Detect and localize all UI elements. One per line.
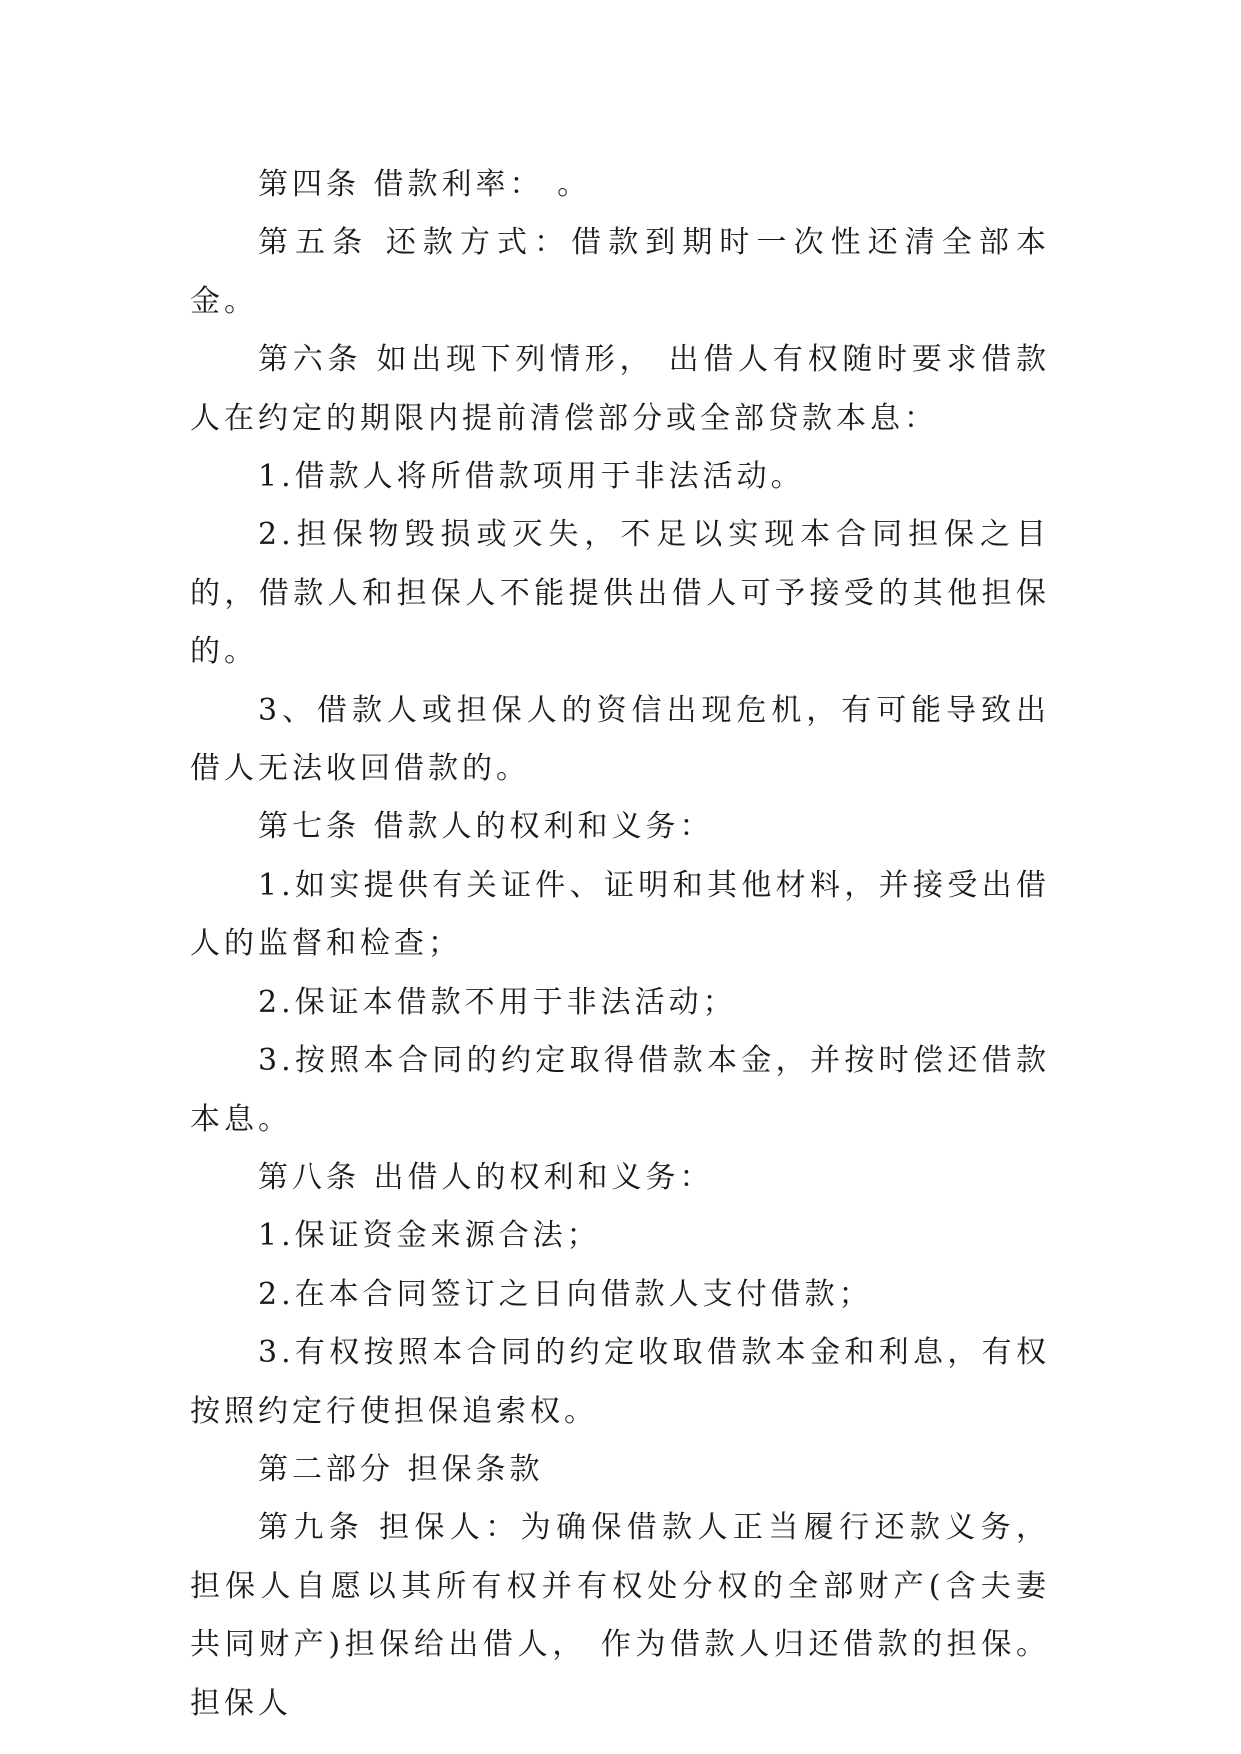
- article-7-item-2: 2.保证本借款不用于非法活动；: [258, 984, 737, 1020]
- article-4-interest-rate: 第四条 借款利率： 。: [258, 167, 592, 202]
- article-6-item-1: 1.借款人将所借款项用于非法活动。: [258, 459, 805, 495]
- article-8-lender-rights: 第八条 出借人的权利和义务：: [258, 1159, 714, 1195]
- document-body: [190, 156, 1050, 1733]
- article-6-early-repayment: 第六条 如出现下列情形， 出借人有权随时要求借款人在约定的期限内提前清偿部分或全部贷款本息：: [190, 342, 1050, 436]
- article-6-item-2: 2.担保物毁损或灭失，不足以实现本合同担保之目的，借款人和担保人不能提供出借人可予接受的其他担保的。: [190, 517, 1050, 670]
- article-8-item-2: 2.在本合同签订之日向借款人支付借款；: [258, 1276, 873, 1312]
- article-5-repayment-method: 第五条 还款方式：借款到期时一次性还清全部本金。: [190, 225, 1050, 319]
- article-6-item-3: 3、借款人或担保人的资信出现危机，有可能导致出借人无法收回借款的。: [190, 692, 1050, 787]
- article-8-item-3: 3.有权按照本合同的约定收取借款本金和利息，有权按照约定行使担保追索权。: [190, 1335, 1050, 1429]
- article-7-borrower-rights: 第七条 借款人的权利和义务：: [258, 809, 714, 845]
- article-8-item-1: 1.保证资金来源合法；: [258, 1218, 601, 1254]
- article-9-guarantor: 第九条 担保人：为确保借款人正当履行还款义务，担保人自愿以其所有权并有权处分权的全部财产(含夫妻共同财产)担保给出借人， 作为借款人归还借款的担保。担保人: [190, 1510, 1050, 1721]
- article-7-item-1: 1.如实提供有关证件、证明和其他材料，并接受出借人的监督和检查；: [190, 867, 1050, 962]
- article-7-item-3: 3.按照本合同的约定取得借款本金，并按时偿还借款本息。: [190, 1043, 1050, 1137]
- part-2-heading: 第二部分 担保条款: [258, 1451, 544, 1487]
